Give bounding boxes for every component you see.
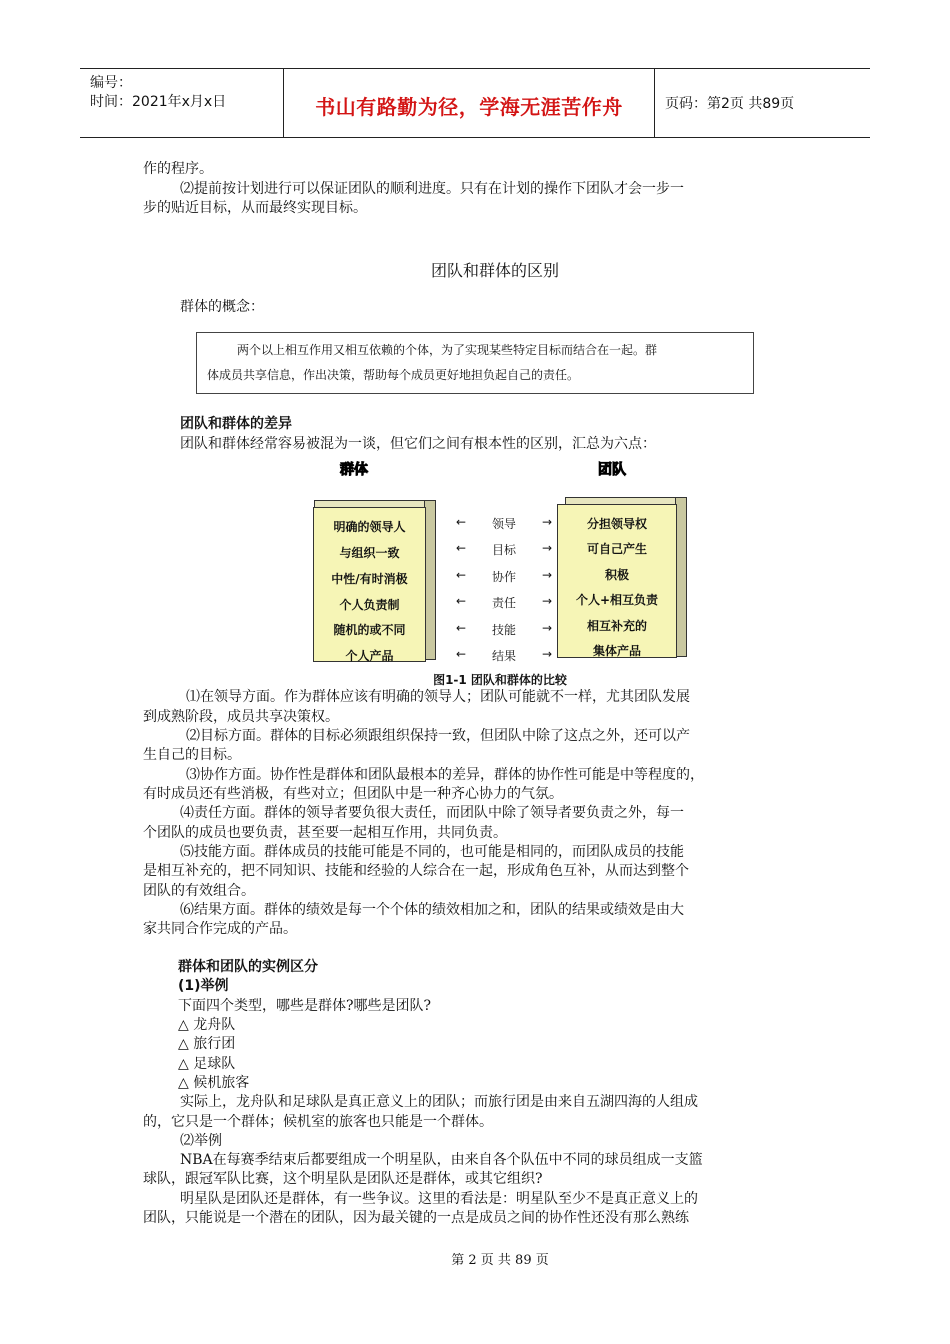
example-2-text: 球队，跟冠军队比赛，这个明星队是团队还是群体，或其它组织? <box>143 1171 543 1187</box>
point-line: 家共同合作完成的产品。 <box>143 921 297 937</box>
examples-heading: 群体和团队的实例区分 <box>178 959 318 975</box>
criterion-row <box>456 515 552 532</box>
criterion-label: 结果 <box>491 649 516 663</box>
example-1-answer: 实际上，龙舟队和足球队是真正意义上的团队；而旅行团是由来自五湖四海的人组成 <box>180 1094 698 1110</box>
figure-caption: 图1-1 团队和群体的比较 <box>433 673 567 687</box>
example-list-item: △ 龙舟队 <box>178 1017 236 1033</box>
group-item: 个人负责制 <box>339 598 400 612</box>
definition-line-1: 两个以上相互作用又相互依赖的个体，为了实现某些特定目标而结合在一起。群 <box>237 343 658 357</box>
group-item: 中性/有时消极 <box>331 572 408 586</box>
arrow-left-icon: ← <box>456 568 467 582</box>
group-item: 随机的或不同 <box>333 623 406 637</box>
intro-line-3: 步的贴近目标，从而最终实现目标。 <box>143 200 367 216</box>
diff-heading: 团队和群体的差异 <box>180 416 292 432</box>
arrow-left-icon: ← <box>456 515 467 529</box>
example-2-text: NBA在每赛季结束后都要组成一个明星队，由来自各个队伍中不同的球员组成一支篮 <box>180 1152 703 1168</box>
team-item: 个人+相互负责 <box>575 593 659 607</box>
definition-line-2: 体成员共享信息，作出决策，帮助每个成员更好地担负起自己的责任。 <box>207 368 580 382</box>
example-list-item: △ 候机旅客 <box>178 1075 250 1091</box>
intro-line-2: ⑵提前按计划进行可以保证团队的顺利进度。只有在计划的操作下团队才会一步一 <box>180 181 684 197</box>
criterion-row <box>456 594 552 611</box>
team-item: 可自己产生 <box>586 542 647 556</box>
example-2-text: 团队，只能说是一个潜在的团队，因为最关键的一点是成员之间的协作性还没有那么熟练 <box>143 1210 689 1226</box>
criterion-label: 领导 <box>491 517 516 531</box>
criterion-row <box>456 568 552 585</box>
team-title: 团队 <box>598 462 626 478</box>
arrow-left-icon: ← <box>456 647 467 661</box>
arrow-right-icon: → <box>541 594 552 608</box>
criterion-row <box>456 621 552 638</box>
point-line: ⑸技能方面。群体成员的技能可能是不同的，也可能是相同的，而团队成员的技能 <box>180 844 684 860</box>
arrow-right-icon: → <box>541 568 552 582</box>
arrow-left-icon: ← <box>456 541 467 555</box>
group-title: 群体 <box>340 462 368 478</box>
header-motto-cell <box>284 69 655 137</box>
arrow-right-icon: → <box>541 621 552 635</box>
arrow-left-icon: ← <box>456 621 467 635</box>
example-list-item: △ 旅行团 <box>178 1036 236 1052</box>
example-1-answer: 的，它只是一个群体；候机室的旅客也只能是一个群体。 <box>143 1114 493 1130</box>
point-line: ⑹结果方面。群体的绩效是每一个个体的绩效相加之和，团队的结果或绩效是由大 <box>180 902 684 918</box>
team-item: 分担领导权 <box>586 517 647 531</box>
arrow-right-icon: → <box>541 515 552 529</box>
example-2-text: 明星队是团队还是群体，有一些争议。这里的看法是：明星队至少不是真正意义上的 <box>180 1191 698 1207</box>
example-1-label: (1)举例 <box>178 978 229 994</box>
criterion-label: 责任 <box>491 596 516 610</box>
group-item: 与组织一致 <box>339 546 400 560</box>
point-line: 有时成员还有些消极，有些对立；但团队中是一种齐心协力的气氛。 <box>143 786 563 802</box>
group-item: 个人产品 <box>345 649 394 663</box>
example-1-question: 下面四个类型，哪些是群体?哪些是团队? <box>178 998 432 1014</box>
page-footer: 第 2 页 共 89 页 <box>451 1253 549 1268</box>
definition-box <box>196 332 754 394</box>
point-line: ⑵目标方面。群体的目标必须跟组织保持一致，但团队中除了这点之外，还可以产 <box>186 728 690 744</box>
arrow-left-icon: ← <box>456 594 467 608</box>
point-line: 团队的有效组合。 <box>143 883 255 899</box>
point-line: ⑶协作方面。协作性是群体和团队最根本的差异，群体的协作性可能是中等程度的， <box>186 767 704 783</box>
criterion-row <box>456 541 552 558</box>
diff-intro: 团队和群体经常容易被混为一谈，但它们之间有根本性的区别，汇总为六点： <box>180 436 656 452</box>
point-line: 生自己的目标。 <box>143 747 241 763</box>
page-header <box>80 68 870 138</box>
example-2-label: ⑵举例 <box>180 1133 222 1149</box>
concept-label: 群体的概念： <box>180 299 264 315</box>
criterion-label: 技能 <box>491 623 516 637</box>
point-line: 是相互补充的，把不同知识、技能和经验的人综合在一起，形成角色互补，从而达到整个 <box>143 863 689 879</box>
example-list-item: △ 足球队 <box>178 1056 236 1072</box>
point-line: ⑷责任方面。群体的领导者要负很大责任，而团队中除了领导者要负责之外，每一 <box>180 805 684 821</box>
point-line: ⑴在领导方面。作为群体应该有明确的领导人；团队可能就不一样，尤其团队发展 <box>186 689 690 705</box>
team-item: 积极 <box>604 568 629 582</box>
header-meta <box>80 69 284 137</box>
section-title: 团队和群体的区别 <box>430 261 559 280</box>
intro-line-1: 作的程序。 <box>143 161 213 177</box>
team-item: 集体产品 <box>592 644 641 658</box>
group-item: 明确的领导人 <box>333 520 406 534</box>
arrow-right-icon: → <box>541 541 552 555</box>
criterion-label: 目标 <box>491 543 516 557</box>
arrow-right-icon: → <box>541 647 552 661</box>
page-code: 页码：第2页 共89页 <box>665 96 795 112</box>
team-item: 相互补充的 <box>586 619 647 633</box>
point-line: 个团队的成员也要负责，甚至要一起相互作用，共同负责。 <box>143 825 507 841</box>
date-label: 时间：2021年x月x日 <box>90 94 227 110</box>
criterion-row <box>456 647 552 664</box>
number-label: 编号： <box>90 75 132 91</box>
motto: 书山有路勤为径，学海无涯苦作舟 <box>315 95 623 119</box>
criterion-label: 协作 <box>491 570 516 584</box>
point-line: 到成熟阶段，成员共享决策权。 <box>143 709 339 725</box>
